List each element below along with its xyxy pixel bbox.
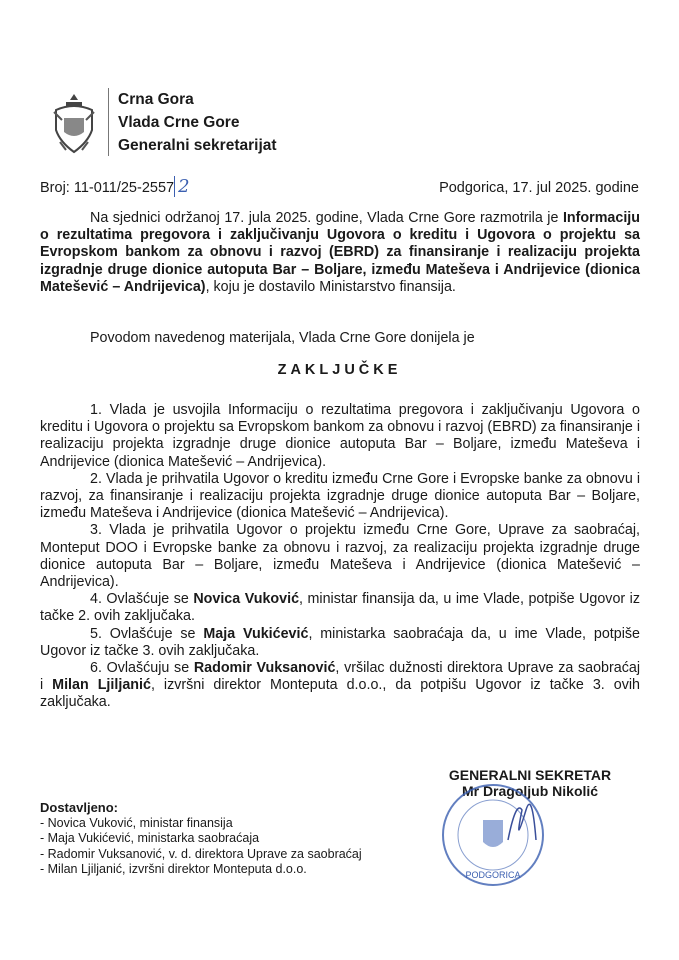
text: 5. Ovlašćuje se	[90, 625, 204, 642]
government-name: Vlada Crne Gore	[118, 114, 240, 131]
delivered-to	[40, 800, 362, 878]
text: 4. Ovlašćuje se	[90, 591, 194, 608]
conclusion-item	[40, 626, 640, 660]
intro-paragraph	[40, 210, 640, 296]
bold-text: Informaciju o rezultatima pregovora i zaključivanju Ugovora o kreditu i Ugovora o projektu sa Evropskom bankom za obnovu i razvoj (EBRD) za finansiranje i realizaciju projekta izgradnje druge dionice autoputa Bar – Boljare, između Mateševa i Andrijevice (dionica Matešević – Andrijevica)	[40, 210, 640, 295]
delivered-item: - Maja Vukićević, ministarka saobraćaja	[40, 831, 260, 845]
text: , koju je dostavilo Ministarstvo finansija.	[205, 278, 456, 295]
bold-text: Maja Vukićević	[203, 625, 309, 642]
text: , ministar finansija da, u ime Vlade, potpiše Ugovor iz tačke 2. ovih zaključaka.	[40, 591, 641, 625]
intro-paragraph-2: Povodom navedenog materijala, Vlada Crne Gore donijela je	[90, 330, 475, 346]
conclusion-item	[40, 471, 640, 523]
handwritten-suffix: 2	[174, 176, 189, 197]
bold-text: Novica Vuković	[193, 591, 300, 608]
official-stamp	[438, 780, 548, 890]
delivered-label: Dostavljeno:	[40, 800, 119, 815]
header-divider	[108, 88, 109, 156]
text: , ministarka saobraćaja da, u ime Vlade, potpiše Ugovor iz tačke 3. ovih zaključaka.	[40, 625, 640, 659]
bold-text: Milan Ljiljanić	[52, 677, 151, 694]
conclusion-item	[40, 660, 640, 712]
text: 2. Vlada je prihvatila Ugovor o kreditu između Crne Gore i Evropske banke za obnovu i razvoj, za finansiranje i realizaciju projekta izgradnje druge dionice autoputa Bar – Boljare, između Mateševa i Andrijevice (dionica Matešević – Andrijevica).	[40, 470, 640, 522]
conclusions-list	[40, 402, 640, 712]
reference-number	[40, 176, 190, 197]
delivered-item: - Milan Ljiljanić, izvršni direktor Monteputa d.o.o.	[40, 862, 307, 876]
conclusion-item	[40, 591, 640, 625]
signatory-name: Mr Dragoljub Nikolić	[461, 783, 599, 799]
text: , vršilac dužnosti direktora Uprave za saobraćaj i	[40, 660, 640, 694]
reference-number-text: Broj: 11-011/25-2557	[40, 180, 175, 196]
text: 1. Vlada je usvojila Informaciju o rezultatima pregovora i zaključivanju Ugovora o kreditu i Ugovora o projektu sa Evropskom bankom za obnovu i razvoj (EBRD) za finansiranje i realizaciju projekta izgradnje druge dionice autoputa Bar – Boljare, između Mateševa i Andrijevice (dionica Matešević – Andrijevica).	[40, 402, 640, 470]
office-name: Generalni sekretarijat	[118, 137, 277, 154]
text: 3. Vlada je prihvatila Ugovor o projektu između Crne Gore, Uprave za saobraćaj, Monteput DOO i Evropske banke za obnovu i razvoj, za realizaciju projekta izgradnje druge dionice autoputa Bar – Boljare, između Mateševa i Andrijevice (dionica Matešević – Andrijevica).	[40, 522, 640, 591]
letterhead	[118, 88, 277, 157]
text: Na sjednici održanoj 17. jula 2025. godine, Vlada Crne Gore razmotrila je	[90, 210, 563, 226]
conclusion-item	[40, 522, 640, 591]
svg-text:PODGORICA: PODGORICA	[465, 870, 521, 880]
text: 6. Ovlašćuju se	[90, 660, 194, 677]
country-name: Crna Gora	[118, 91, 194, 108]
text: , izvršni direktor Monteputa d.o.o., da potpišu Ugovor iz tačke 3. ovih zaključaka.	[40, 677, 640, 711]
conclusions-title: ZAKLJUČKE	[277, 362, 402, 378]
delivered-item: - Radomir Vuksanović, v. d. direktora Uprave za saobraćaj	[40, 846, 362, 861]
coat-of-arms-icon	[52, 92, 96, 156]
bold-text: Radomir Vuksanović	[193, 660, 336, 677]
place-date: Podgorica, 17. jul 2025. godine	[439, 180, 639, 196]
delivered-item: - Novica Vuković, ministar finansija	[40, 815, 233, 830]
signatory-title: GENERALNI SEKRETAR	[448, 767, 612, 783]
conclusion-item	[40, 402, 640, 471]
